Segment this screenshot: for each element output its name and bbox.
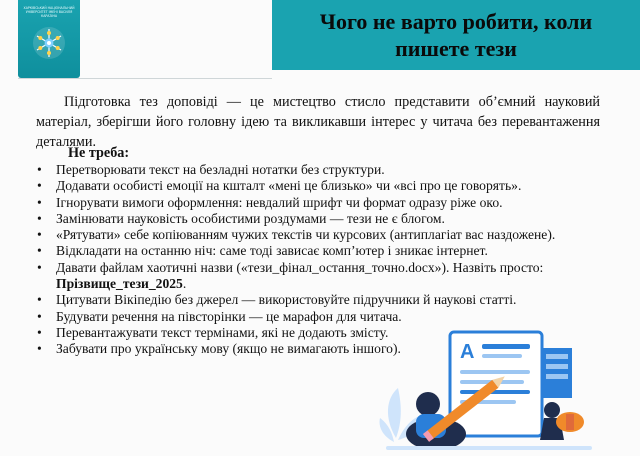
writing-illustration <box>376 318 596 456</box>
svg-text:A: A <box>460 341 475 363</box>
snowflake-emblem-icon <box>32 26 66 60</box>
list-item: • Відкладати на останню ніч: саме тоді зависає комп’ютер і зникає інтернет. <box>37 243 488 259</box>
page-title <box>272 8 640 62</box>
logo-text: ХАРКІВСЬКИЙ НАЦІОНАЛЬНИЙ УНІВЕРСИТЕТ ІМЕНІ ВАСИЛЯ КАРАЗІНА <box>23 6 75 18</box>
list-item: • Ігнорувати вимоги оформлення: невдалий шрифт чи формат одразу ріже око. <box>37 194 503 210</box>
list-item: • Додавати особисті емоції на кшталт «мені це близько» чи «всі про це говорять». <box>37 178 522 194</box>
university-logo <box>18 0 80 78</box>
header-divider <box>18 78 272 79</box>
ground-line <box>386 446 592 450</box>
filename-example: Прізвище_тези_2025 <box>56 276 183 292</box>
list-item: • Перевантажувати текст термінами, які не додають змісту. <box>37 324 389 340</box>
shelf-block-icon <box>542 348 572 398</box>
title-band <box>272 0 640 70</box>
title-line-1: Чого не варто робити, коли <box>319 9 593 34</box>
list-item: • Перетворювати текст на безладні нотатки без структури. <box>37 162 385 177</box>
title-line-2: пишете тези <box>395 36 517 61</box>
list-item: • Будувати речення на півсторінки — це марафон для читача. <box>37 308 402 324</box>
list-item: • Забувати про українську мову (якщо не вимагають іншого). <box>37 341 401 357</box>
list-item: • Давати файлам хаотичні назви («тези_фінал_остання_точно.docx»). Назвіть просто: Прізвище_тези_2025. <box>37 259 544 292</box>
list-item: • «Рятувати» себе копіюванням чужих текстів чи курсових (антиплагіат вас наздожене). <box>37 227 556 243</box>
list-item: • Замінювати науковість особистими роздумами — тези не є блогом. <box>37 210 445 226</box>
person-sitting-icon <box>540 402 584 440</box>
intro-paragraph: Підготовка тез доповіді — це мистецтво стисло представити об’ємний науковий матеріал, зберігши його головну ідею та викликавши інтерес у читача без перевантаження деталями. <box>36 94 600 150</box>
section-heading: Не треба: <box>68 145 130 161</box>
list-item: • Цитувати Вікіпедію без джерел — використовуйте підручники й наукові статті. <box>37 292 517 308</box>
